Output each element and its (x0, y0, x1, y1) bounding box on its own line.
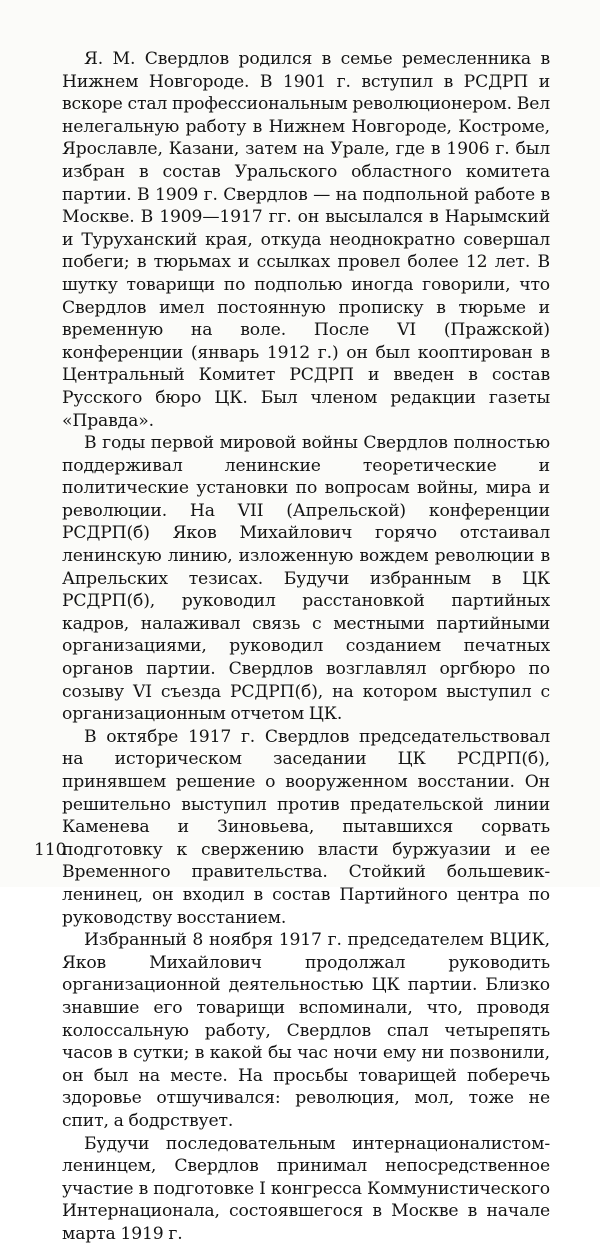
body-text (62, 48, 550, 1245)
paragraph-1: Я. М. Свердлов родился в семье ремесленника в Нижнем Новгороде. В 1901 г. вступил в РСДРП и вскоре стал профессиональным революционером. Вел нелегальную работу в Нижнем Новгороде, Костроме, Ярославле, Казани, затем на Урале, где в 1906 г. был избран в состав Уральского областного комитета партии. В 1909 г. Свердлов — на подпольной работе в Москве. В 1909—1917 гг. он высылался в Нарымский и Туруханский края, откуда неоднократно совершал побеги; в тюрьмах и ссылках провел более 12 лет. В шутку товарищи по подполью иногда говорили, что Свердлов имел постоянную прописку в тюрьме и временную на воле. После VI (Пражской) конференции (январь 1912 г.) он был кооптирован в Центральный Комитет РСДРП и введен в состав Русского бюро ЦК. Был членом редакции газеты «Правда». (62, 48, 550, 432)
page-number: 110 (34, 840, 66, 860)
paragraph-3: В октябре 1917 г. Свердлов председательствовал на историческом заседании ЦК РСДРП(б), принявшем решение о вооруженном восстании. Он решительно выступил против предательской линии Каменева и Зиновьева, пытавшихся сорвать подготовку к свержению власти буржуазии и ее Временного правительства. Стойкий большевик-ленинец, он входил в состав Партийного центра по руководству восстанием. (62, 726, 550, 929)
paragraph-5: Будучи последовательным интернационалистом-ленинцем, Свердлов принимал непосредственное участие в подготовке I конгресса Коммунистического Интернационала, состоявшегося в Москве в начале марта 1919 г. (62, 1133, 550, 1245)
paragraph-4: Избранный 8 ноября 1917 г. председателем ВЦИК, Яков Михайлович продолжал руководить организационной деятельностью ЦК партии. Близко знавшие его товарищи вспоминали, что, проводя колоссальную работу, Свердлов спал четырепять часов в сутки; в какой бы час ночи ему ни позвонили, он был на месте. На просьбы товарищей поберечь здоровье отшучивался: революция, мол, тоже не спит, а бодрствует. (62, 929, 550, 1132)
paragraph-2: В годы первой мировой войны Свердлов полностью поддерживал ленинские теоретические и политические установки по вопросам войны, мира и революции. На VII (Апрельской) конференции РСДРП(б) Яков Михайлович горячо отстаивал ленинскую линию, изложенную вождем революции в Апрельских тезисах. Будучи избранным в ЦК РСДРП(б), руководил расстановкой партийных кадров, налаживал связь с местными партийными организациями, руководил созданием печатных органов партии. Свердлов возглавлял оргбюро по созыву VI съезда РСДРП(б), на котором выступил с организационным отчетом ЦК. (62, 432, 550, 726)
